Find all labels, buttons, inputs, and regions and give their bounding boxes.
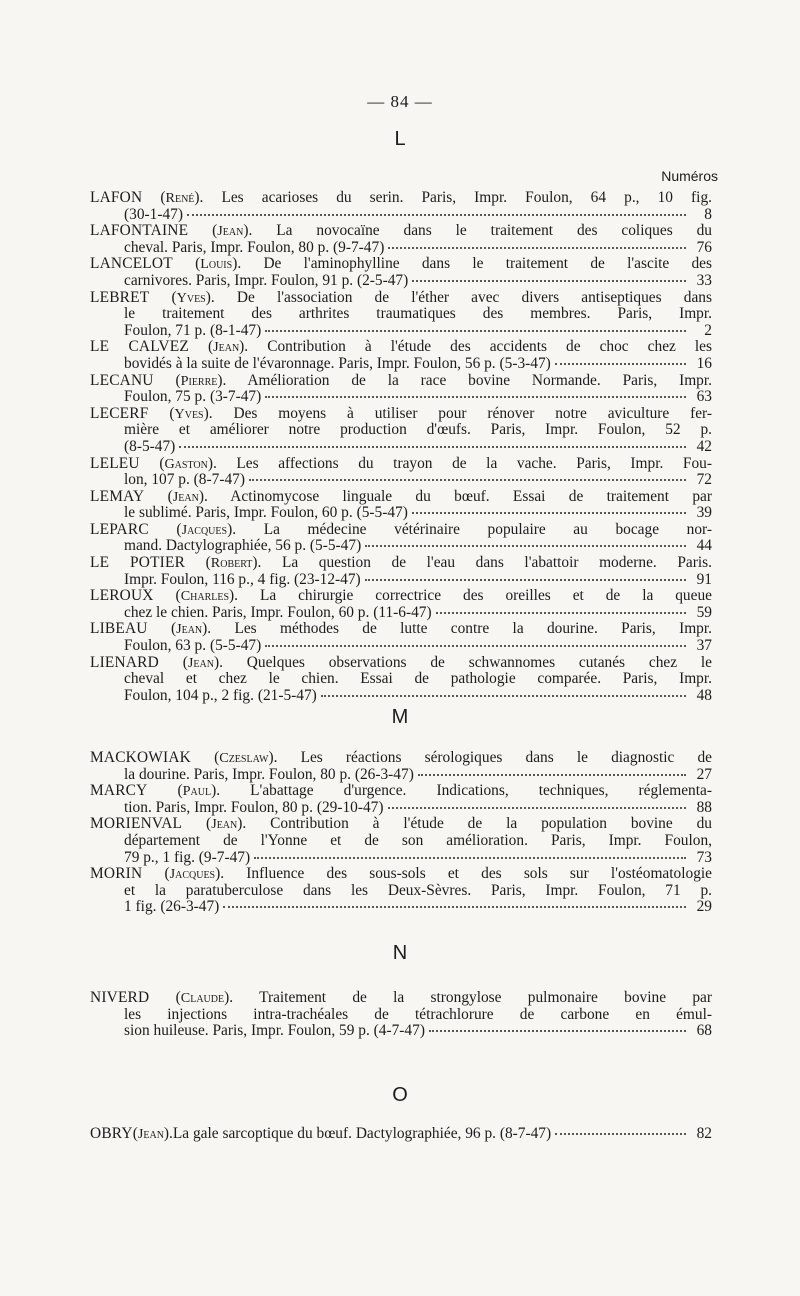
entry-line: LECANU (Pierre). Amélioration de la race bovine Normande. Paris, Impr. xyxy=(90,371,712,389)
entry-text: Les réactions sérologiques dans le diagnostic de xyxy=(300,749,712,766)
entry-number: 73 xyxy=(696,848,712,866)
entry-author: LE CALVEZ xyxy=(90,338,189,356)
entry-line xyxy=(90,638,712,655)
entry-text: Influence des sous-sols et des sols sur l'ostéomatologie xyxy=(246,865,712,883)
dot-leader xyxy=(249,479,686,481)
entry-number: 27 xyxy=(696,765,712,783)
entry-line: LELEU (Gaston). Les affections du trayon de la vache. Paris, Impr. Fou- xyxy=(90,454,712,472)
entry-first-name: Louis xyxy=(200,256,233,273)
entry-line xyxy=(90,505,712,522)
entry-line xyxy=(90,472,712,489)
entry-line xyxy=(90,850,712,867)
entry-line xyxy=(90,671,712,688)
entry-author: LAFONTAINE xyxy=(90,222,189,240)
entry-line: LEBRET (Yves). De l'association de l'éther avec divers antiseptiques dans xyxy=(90,288,712,306)
entry-text: cheval et chez le chien. Essai de pathologie comparée. Paris, Impr. xyxy=(124,670,712,688)
bibliography-entry xyxy=(90,588,712,621)
entry-line: MACKOWIAK (Czeslaw). Les réactions sérologiques dans le diagnostic de xyxy=(90,749,712,766)
section-letter: N xyxy=(392,942,408,964)
entry-text: Contribution à l'étude des accidents de choc chez les xyxy=(267,338,712,356)
entry-text: mière et améliorer notre production d'œufs. Paris, Impr. Foulon, 52 p. xyxy=(124,421,712,439)
section-entries xyxy=(90,1126,712,1143)
entry-first-name: Claude xyxy=(180,990,225,1006)
entry-text: carnivores. Paris, Impr. Foulon, 91 p. (2-5-47) xyxy=(124,271,409,289)
entry-line xyxy=(90,422,712,439)
entry-text: Contribution à l'étude de la population bovine du xyxy=(270,815,712,833)
entry-text: bovidés à la suite de l'évaronnage. Paris, Impr. Foulon, 56 p. (5-3-47) xyxy=(124,354,551,372)
entry-author: LAFON xyxy=(90,189,143,206)
entry-number: 37 xyxy=(696,637,712,655)
entry-line xyxy=(90,306,712,323)
bibliography-entry xyxy=(90,339,712,372)
section-letter: O xyxy=(392,1084,408,1106)
entry-text: (8-5-47) xyxy=(124,437,176,455)
entry-line: LEROUX (Charles). La chirurgie correctrice des oreilles et de la queue xyxy=(90,587,712,605)
dot-leader xyxy=(265,330,686,332)
entry-text: sion huileuse. Paris, Impr. Foulon, 59 p. (4-7-47) xyxy=(124,1022,425,1040)
entry-text: La question de l'eau dans l'abattoir moderne. Paris. xyxy=(281,554,712,572)
entry-line: MORIENVAL (Jean). Contribution à l'étude de la population bovine du xyxy=(90,815,712,833)
dot-leader xyxy=(321,695,686,697)
entry-author: LELEU xyxy=(90,454,140,472)
entry-author: LE POTIER xyxy=(90,554,186,572)
entry-line xyxy=(90,833,712,850)
entry-line: LAFONTAINE (Jean). La novocaïne dans le traitement des coliques du xyxy=(90,222,712,240)
entry-text: Les méthodes de lutte contre la dourine. Paris, Impr. xyxy=(234,620,712,638)
entry-line xyxy=(90,207,712,224)
entry-text: Foulon, 75 p. (3-7-47) xyxy=(124,388,262,406)
entry-line xyxy=(90,605,712,622)
entry-line: LIENARD (Jean). Quelques observations de schwannomes cutanés chez le xyxy=(90,653,712,671)
entry-first-name: Czeslaw xyxy=(219,750,269,766)
bibliography-entry xyxy=(90,555,712,588)
entry-number: 16 xyxy=(696,354,712,372)
entry-first-name: Pierre xyxy=(180,372,218,389)
entry-line xyxy=(90,572,712,589)
entry-line xyxy=(90,1023,712,1040)
section-letter: L xyxy=(394,128,406,150)
bibliography-entry xyxy=(90,522,712,555)
entry-number: 63 xyxy=(696,388,712,406)
entry-first-name: Jean xyxy=(172,488,199,505)
bibliography-entry xyxy=(90,750,712,783)
entry-author: MACKOWIAK xyxy=(90,749,191,766)
entry-first-name: Paul xyxy=(182,783,212,800)
entry-number: 48 xyxy=(696,686,712,704)
entry-line: MARCY (Paul). L'abattage d'urgence. Indications, techniques, réglementa- xyxy=(90,782,712,800)
dot-leader xyxy=(187,214,686,216)
bibliography-entry xyxy=(90,783,712,816)
entry-text: chez le chien. Paris, Impr. Foulon, 60 p. (11-6-47) xyxy=(124,603,432,621)
dot-leader xyxy=(388,807,687,809)
entry-first-name: Jean xyxy=(213,339,240,356)
dot-leader xyxy=(265,645,686,647)
entry-text: La médecine vétérinaire populaire au bocage nor- xyxy=(263,520,712,538)
dot-leader xyxy=(365,579,686,581)
dot-leader xyxy=(418,774,686,776)
entry-first-name: Jean xyxy=(217,223,244,240)
entry-line: LE CALVEZ (Jean). Contribution à l'étude des accidents de choc chez les xyxy=(90,338,712,356)
entry-author: MORIN xyxy=(90,865,143,883)
entry-text: et la paratuberculose dans les Deux-Sèvres. Paris, Impr. Foulon, 71 p. xyxy=(124,881,712,899)
entry-first-name: Yves xyxy=(176,289,206,306)
section-entries xyxy=(90,990,712,1040)
entry-text: La chirurgie correctrice des oreilles et de la queue xyxy=(259,587,712,605)
entry-text: 79 p., 1 fig. (9-7-47) xyxy=(124,848,251,866)
section-entries xyxy=(90,190,712,704)
dot-leader xyxy=(412,512,686,514)
entry-text: Amélioration de la race bovine Normande. Paris, Impr. xyxy=(247,371,712,389)
entry-text: L'abattage d'urgence. Indications, techniques, réglementa- xyxy=(250,782,712,800)
entry-text: Actinomycose linguale du bœuf. Essai de traitement par xyxy=(230,487,712,505)
bibliography-entry xyxy=(90,290,712,340)
entry-author: LECERF xyxy=(90,404,149,422)
entry-text: Des moyens à utiliser pour rénover notre aviculture fer- xyxy=(233,404,713,422)
entry-text: département de l'Yonne et de son amélioration. Paris, Impr. Foulon, xyxy=(124,831,712,849)
entry-author: LEPARC xyxy=(90,520,149,538)
entry-text: Les affections du trayon de la vache. Paris, Impr. Fou- xyxy=(236,454,712,472)
bibliography-entry xyxy=(90,256,712,289)
dot-leader xyxy=(179,446,686,448)
entry-number: 91 xyxy=(696,570,712,588)
entry-number: 88 xyxy=(696,798,712,816)
dot-leader xyxy=(412,280,686,282)
entry-first-name: Jean xyxy=(176,621,203,638)
entry-line: LEMAY (Jean). Actinomycose linguale du bœuf. Essai de traitement par xyxy=(90,487,712,505)
entry-text: Quelques observations de schwannomes cutanés chez le xyxy=(246,653,712,671)
entry-text: la dourine. Paris, Impr. Foulon, 80 p. (26-3-47) xyxy=(124,765,414,783)
entry-author: MORIENVAL xyxy=(90,815,183,833)
entry-text: Foulon, 63 p. (5-5-47) xyxy=(124,637,262,655)
entry-text: Traitement de la strongylose pulmonaire bovine par xyxy=(259,989,712,1006)
entry-text: Foulon, 104 p., 2 fig. (21-5-47) xyxy=(124,686,317,704)
entry-first-name: Yves xyxy=(174,405,204,422)
numeros-column-header: Numéros xyxy=(661,168,718,184)
entry-first-name: René xyxy=(165,190,195,206)
entry-number: 2 xyxy=(704,321,712,339)
dot-leader xyxy=(436,612,686,614)
entry-text: De l'association de l'éther avec divers antiseptiques dans xyxy=(236,288,712,306)
entry-number: 8 xyxy=(704,205,712,223)
dot-leader xyxy=(555,363,686,365)
entry-author: MARCY xyxy=(90,782,148,800)
entry-text: Les acarioses du serin. Paris, Impr. Foulon, 64 p., 10 fig. xyxy=(221,189,712,206)
dot-leader xyxy=(555,1133,686,1135)
entry-text: 1 fig. (26-3-47) xyxy=(124,898,220,916)
entry-line xyxy=(90,899,712,916)
entry-number: 39 xyxy=(696,504,712,522)
entry-number: 33 xyxy=(696,271,712,289)
bibliography-entry xyxy=(90,816,712,866)
entry-number: 42 xyxy=(696,437,712,455)
entry-author: LEROUX xyxy=(90,587,154,605)
entry-first-name: Jacques xyxy=(169,866,216,883)
entry-first-name: Robert xyxy=(210,555,253,572)
entry-number: 44 xyxy=(696,537,712,555)
entry-number: 59 xyxy=(696,603,712,621)
entry-author: LEMAY xyxy=(90,487,145,505)
entry-line xyxy=(90,800,712,817)
entry-line: LANCELOT (Louis). De l'aminophylline dans le traitement de l'ascite des xyxy=(90,255,712,273)
entry-first-name: Jean xyxy=(187,654,214,671)
dot-leader xyxy=(388,247,686,249)
entry-text: cheval. Paris, Impr. Foulon, 80 p. (9-7-47) xyxy=(124,238,385,256)
entry-line: LE POTIER (Robert). La question de l'eau dans l'abattoir moderne. Paris. xyxy=(90,554,712,572)
entry-line xyxy=(90,389,712,406)
entry-number: 76 xyxy=(696,238,712,256)
entry-text: De l'aminophylline dans le traitement de l'ascite des xyxy=(263,255,712,273)
entry-line: LEPARC (Jacques). La médecine vétérinaire populaire au bocage nor- xyxy=(90,520,712,538)
dot-leader xyxy=(223,906,686,908)
entry-line: LIBEAU (Jean). Les méthodes de lutte contre la dourine. Paris, Impr. xyxy=(90,620,712,638)
dot-leader xyxy=(265,396,686,398)
bibliography-entry xyxy=(90,373,712,406)
dot-leader xyxy=(254,857,686,859)
entry-line xyxy=(90,356,712,373)
bibliography-entry xyxy=(90,489,712,522)
entry-line xyxy=(90,1007,712,1024)
entry-line xyxy=(90,439,712,456)
entry-line xyxy=(90,538,712,555)
bibliography-entry xyxy=(90,1126,712,1143)
bibliography-entry xyxy=(90,990,712,1040)
bibliography-entry xyxy=(90,456,712,489)
section-letter: M xyxy=(391,706,409,728)
entry-author: NIVERD xyxy=(90,989,150,1006)
entry-first-name: Jean xyxy=(211,816,238,833)
section-entries xyxy=(90,750,712,916)
entry-line: NIVERD (Claude). Traitement de la strongylose pulmonaire bovine par xyxy=(90,989,712,1006)
entry-line xyxy=(90,273,712,290)
entry-author: LIBEAU xyxy=(90,620,148,638)
entry-line xyxy=(90,767,712,784)
entry-line xyxy=(90,240,712,257)
entry-line: OBRY ( Jean ). La gale sarcoptique du bœuf. Dactylographiée, 96 p. (8-7-47) 82 xyxy=(90,1125,712,1142)
entry-text: le sublimé. Paris, Impr. Foulon, 60 p. (5-5-47) xyxy=(124,504,408,522)
bibliography-entry xyxy=(90,223,712,256)
entry-text: La novocaïne dans le traitement des coliques du xyxy=(276,222,712,240)
entry-author: OBRY xyxy=(90,1125,133,1142)
entry-line: LECERF (Yves). Des moyens à utiliser pour rénover notre aviculture fer- xyxy=(90,404,713,422)
entry-text: Foulon, 71 p. (8-1-47) xyxy=(124,321,262,339)
entry-number: 72 xyxy=(696,471,712,489)
entry-line: LAFON (René). Les acarioses du serin. Paris, Impr. Foulon, 64 p., 10 fig. xyxy=(90,189,712,206)
entry-text: les injections intra-trachéales de tétrachlorure de carbone en émul- xyxy=(124,1005,712,1023)
entry-line xyxy=(90,688,712,705)
bibliography-entry xyxy=(90,190,712,223)
entry-author: LECANU xyxy=(90,371,154,389)
bibliography-entry xyxy=(90,655,712,705)
entry-text: (30-1-47) xyxy=(124,205,183,223)
entry-text: mand. Dactylographiée, 56 p. (5-5-47) xyxy=(124,537,362,555)
bibliography-entry xyxy=(90,866,712,916)
entry-first-name: Gaston xyxy=(164,455,208,472)
entry-text: Impr. Foulon, 116 p., 4 fig. (23-12-47) xyxy=(124,570,361,588)
entry-text: le traitement des arthrites traumatiques des membres. Paris, Impr. xyxy=(124,305,712,323)
entry-author: LEBRET xyxy=(90,288,150,306)
entry-text: tion. Paris, Impr. Foulon, 80 p. (29-10-47) xyxy=(124,798,384,816)
entry-line xyxy=(90,883,712,900)
entry-text: lon, 107 p. (8-7-47) xyxy=(124,471,245,489)
bibliography-entry xyxy=(90,621,712,654)
entry-number: 82 xyxy=(696,1125,712,1142)
entry-number: 29 xyxy=(696,898,712,916)
bibliography-entry xyxy=(90,406,712,456)
dot-leader xyxy=(365,545,686,547)
entry-first-name: Charles xyxy=(180,588,230,605)
entry-line: MORIN (Jacques). Influence des sous-sols et des sols sur l'ostéomatologie xyxy=(90,865,712,883)
dot-leader xyxy=(429,1030,686,1032)
entry-author: LIENARD xyxy=(90,653,159,671)
entry-number: 68 xyxy=(696,1022,712,1040)
entry-text: La gale sarcoptique du bœuf. Dactylographiée, 96 p. (8-7-47) xyxy=(172,1125,552,1142)
entry-line xyxy=(90,323,712,340)
entry-first-name: Jean xyxy=(137,1126,164,1142)
page-number: — 84 — xyxy=(367,92,433,111)
entry-author: LANCELOT xyxy=(90,255,173,273)
entry-first-name: Jacques xyxy=(181,521,228,538)
